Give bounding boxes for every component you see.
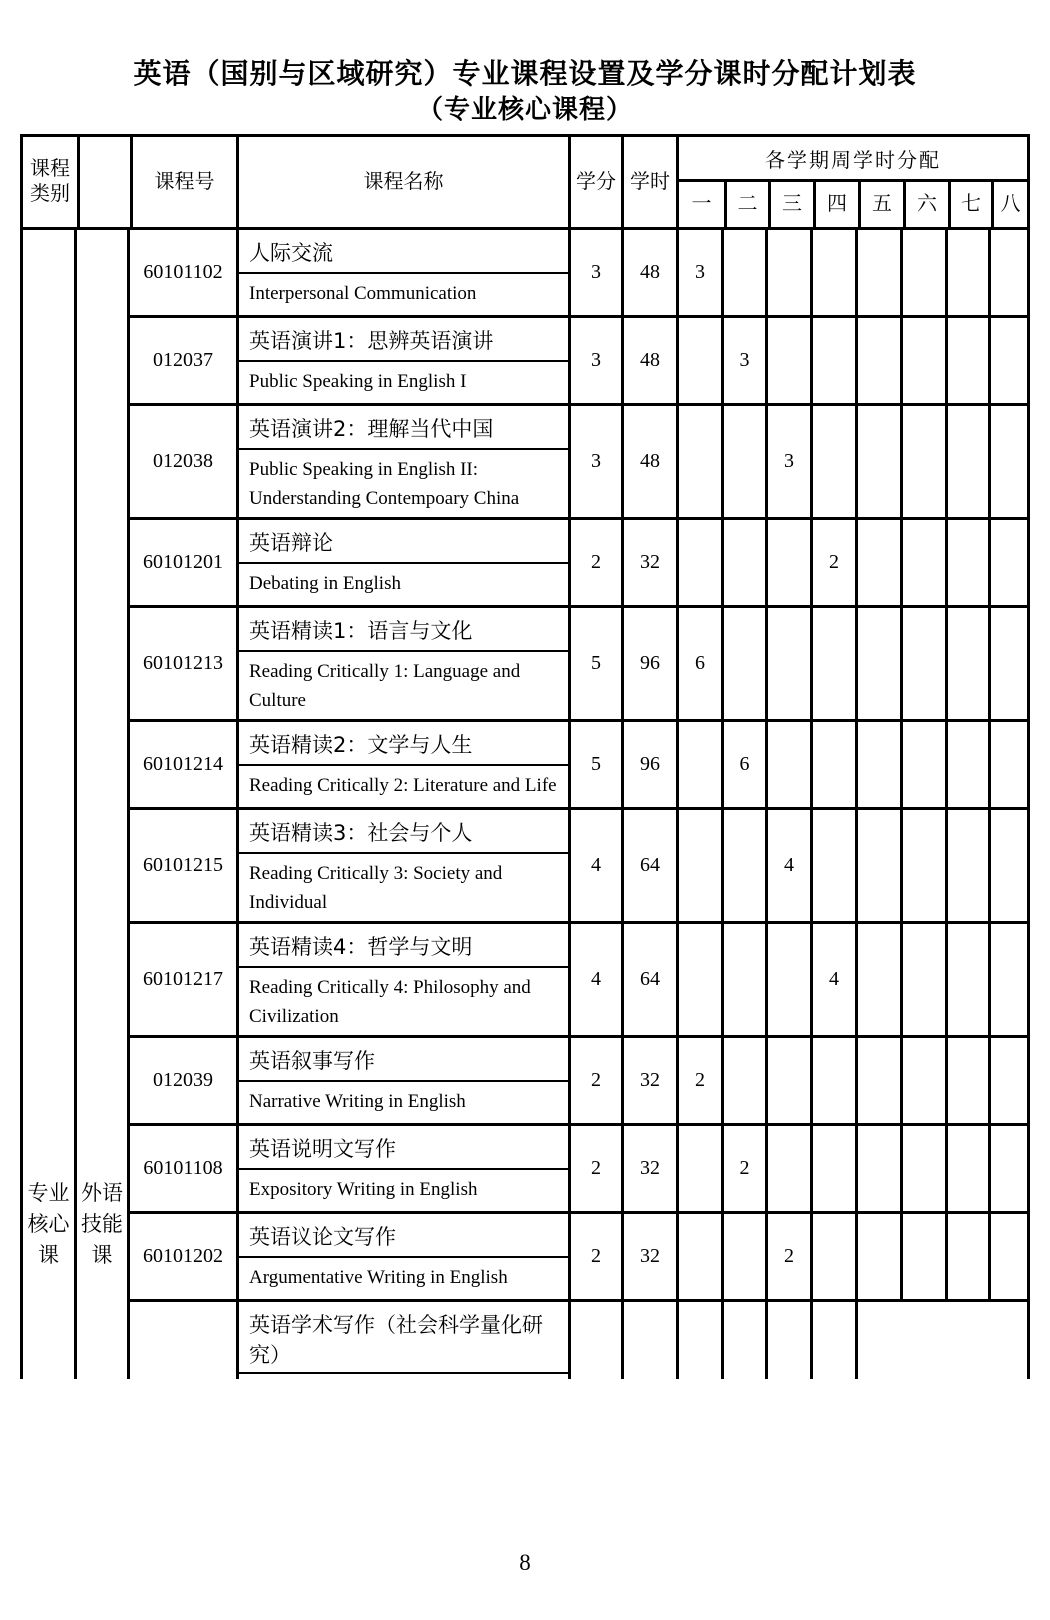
course-number: 60101217 <box>143 968 223 990</box>
course-number: 012038 <box>153 450 213 472</box>
semester-hours-3 <box>765 230 810 315</box>
hours-value <box>621 1302 676 1379</box>
course-name-en: Public Speaking in English II: Understanding Contempoary China <box>249 459 520 509</box>
credits-value: 2 <box>568 1038 621 1123</box>
credits-value: 2 <box>568 1126 621 1211</box>
semester-hours-8 <box>988 722 1027 807</box>
semester-hours-7 <box>945 318 988 403</box>
semester-hours-7 <box>945 1126 988 1211</box>
semester-hours-6 <box>900 520 945 605</box>
semester-hours-8 <box>988 810 1027 921</box>
semester-hours-1 <box>676 520 721 605</box>
semester-hours-8 <box>988 406 1027 517</box>
semester-hours-5 <box>855 230 900 315</box>
course-row <box>130 403 1027 517</box>
course-number: 60101202 <box>143 1245 223 1267</box>
table-body <box>23 230 1027 1379</box>
semester-hours-4 <box>810 810 855 921</box>
course-row <box>130 921 1027 1035</box>
hours-value: 32 <box>621 520 676 605</box>
semester-hours-6 <box>900 810 945 921</box>
header-credits: 学分 <box>568 137 621 227</box>
course-row <box>130 1123 1027 1211</box>
semester-hours-7 <box>945 1038 988 1123</box>
credits-value: 3 <box>568 230 621 315</box>
semester-hours-5 <box>855 1302 900 1379</box>
semester-hours-4 <box>810 1302 855 1379</box>
course-name-zh: 英语说明文写作 <box>239 1126 568 1170</box>
course-number: 60101102 <box>143 261 223 283</box>
semester-hours-6 <box>900 722 945 807</box>
header-semester-2: 二 <box>724 182 768 227</box>
semester-hours-2 <box>721 406 765 517</box>
page-number: 8 <box>519 1550 531 1575</box>
header-semester-4: 四 <box>813 182 858 227</box>
semester-hours-4 <box>810 608 855 719</box>
header-semester-cells <box>679 182 1027 227</box>
header-semester-8: 八 <box>991 182 1027 227</box>
semester-hours-8 <box>988 924 1027 1035</box>
course-row <box>130 1211 1027 1299</box>
hours-value: 96 <box>621 722 676 807</box>
semester-hours-4 <box>810 1214 855 1299</box>
hours-value: 32 <box>621 1214 676 1299</box>
course-name-en: Reading Critically 4: Philosophy and Civilization <box>249 977 531 1027</box>
credits-value <box>568 1302 621 1379</box>
course-name-cell <box>236 406 568 517</box>
category-label-core: 专业核心课 <box>27 1182 70 1267</box>
course-name-cell <box>236 230 568 315</box>
semester-hours-4 <box>810 1126 855 1211</box>
course-row-partial <box>130 1299 1027 1379</box>
semester-hours-4 <box>810 406 855 517</box>
header-semester-3: 三 <box>768 182 813 227</box>
course-name-zh: 英语议论文写作 <box>239 1214 568 1258</box>
course-name-zh: 人际交流 <box>239 230 568 274</box>
course-name-zh: 英语精读3：社会与个人 <box>239 810 568 854</box>
semester-hours-1: 2 <box>676 1038 721 1123</box>
semester-hours-8 <box>988 608 1027 719</box>
course-number: 60101214 <box>143 753 223 775</box>
semester-hours-7 <box>945 520 988 605</box>
semester-hours-1 <box>676 1214 721 1299</box>
semester-hours-2 <box>721 520 765 605</box>
course-number: 60101108 <box>143 1157 223 1179</box>
credits-value: 5 <box>568 608 621 719</box>
course-name-cell <box>236 924 568 1035</box>
semester-hours-3: 4 <box>765 810 810 921</box>
semester-hours-7 <box>945 406 988 517</box>
header-semester-5: 五 <box>858 182 903 227</box>
course-name-cell <box>236 722 568 807</box>
course-row <box>130 230 1027 315</box>
course-rows <box>130 230 1027 1379</box>
semester-hours-6 <box>900 924 945 1035</box>
header-semester-6: 六 <box>903 182 948 227</box>
header-course-no: 课程号 <box>130 137 236 227</box>
semester-hours-1 <box>676 722 721 807</box>
hours-value: 48 <box>621 406 676 517</box>
semester-hours-8 <box>988 1302 1027 1379</box>
credits-value: 2 <box>568 520 621 605</box>
semester-hours-3: 2 <box>765 1214 810 1299</box>
semester-hours-4: 2 <box>810 520 855 605</box>
course-name-cell <box>236 1214 568 1299</box>
category-column-outer <box>23 230 77 1379</box>
semester-hours-1 <box>676 924 721 1035</box>
credits-value: 2 <box>568 1214 621 1299</box>
semester-hours-6 <box>900 318 945 403</box>
course-name-en: Debating in English <box>249 573 401 594</box>
hours-value: 48 <box>621 230 676 315</box>
semester-hours-1 <box>676 1302 721 1379</box>
semester-hours-7 <box>945 1214 988 1299</box>
course-row <box>130 719 1027 807</box>
semester-hours-3 <box>765 608 810 719</box>
curriculum-table <box>20 134 1030 1379</box>
semester-hours-5 <box>855 318 900 403</box>
semester-hours-8 <box>988 318 1027 403</box>
semester-hours-3 <box>765 318 810 403</box>
semester-hours-3: 3 <box>765 406 810 517</box>
semester-hours-1: 3 <box>676 230 721 315</box>
semester-hours-5 <box>855 924 900 1035</box>
semester-hours-4 <box>810 230 855 315</box>
course-name-en: Narrative Writing in English <box>249 1091 466 1112</box>
semester-hours-2 <box>721 608 765 719</box>
course-number: 60101201 <box>143 551 223 573</box>
course-name-en: Reading Critically 3: Society and Individual <box>249 863 503 913</box>
semester-hours-7 <box>945 810 988 921</box>
semester-hours-6 <box>900 608 945 719</box>
semester-hours-2 <box>721 230 765 315</box>
semester-hours-3 <box>765 1302 810 1379</box>
header-hours: 学时 <box>621 137 676 227</box>
hours-value: 96 <box>621 608 676 719</box>
header-semester-1: 一 <box>691 193 712 215</box>
header-semester-group: 各学期周学时分配 <box>679 137 1027 182</box>
semester-hours-5 <box>855 810 900 921</box>
semester-hours-7 <box>945 1302 988 1379</box>
semester-hours-7 <box>945 722 988 807</box>
semester-hours-4 <box>810 318 855 403</box>
semester-hours-6 <box>900 1302 945 1379</box>
semester-hours-2: 3 <box>721 318 765 403</box>
course-name-zh: 英语演讲2：理解当代中国 <box>239 406 568 450</box>
semester-hours-6 <box>900 230 945 315</box>
course-name-en: Reading Critically 1: Language and Culture <box>249 661 521 711</box>
semester-hours-8 <box>988 230 1027 315</box>
semester-hours-3 <box>765 722 810 807</box>
course-name-cell <box>236 810 568 921</box>
semester-hours-6 <box>900 1126 945 1211</box>
credits-value: 3 <box>568 318 621 403</box>
semester-hours-5 <box>855 722 900 807</box>
course-row <box>130 315 1027 403</box>
course-number <box>130 1302 236 1379</box>
course-name-zh: 英语精读1：语言与文化 <box>239 608 568 652</box>
semester-hours-5 <box>855 1038 900 1123</box>
semester-hours-2 <box>721 1214 765 1299</box>
semester-hours-2 <box>721 924 765 1035</box>
semester-hours-8 <box>988 1038 1027 1123</box>
course-name-zh: 英语学术写作（社会科学量化研究） <box>239 1302 568 1374</box>
course-name-zh: 英语演讲1：思辨英语演讲 <box>239 318 568 362</box>
semester-hours-4: 4 <box>810 924 855 1035</box>
course-name-en: Expository Writing in English <box>249 1179 478 1200</box>
course-number: 012037 <box>153 349 213 371</box>
course-name-cell <box>236 520 568 605</box>
course-name-cell <box>236 1126 568 1211</box>
document-subtitle: （专业核心课程） <box>416 94 633 124</box>
category-label-skills: 外语技能课 <box>81 1182 123 1267</box>
semester-hours-3 <box>765 1038 810 1123</box>
semester-hours-8 <box>988 1126 1027 1211</box>
semester-hours-3 <box>765 924 810 1035</box>
course-number: 012039 <box>153 1069 213 1091</box>
semester-hours-4 <box>810 1038 855 1123</box>
semester-hours-5 <box>855 1126 900 1211</box>
semester-hours-1 <box>676 318 721 403</box>
course-name-zh: 英语精读4：哲学与文明 <box>239 924 568 968</box>
header-category: 课程类别 <box>30 158 70 205</box>
category-column-inner <box>77 230 130 1379</box>
hours-value: 48 <box>621 318 676 403</box>
semester-hours-5 <box>855 1214 900 1299</box>
semester-hours-6 <box>900 1214 945 1299</box>
course-name-zh: 英语精读2：文学与人生 <box>239 722 568 766</box>
semester-hours-6 <box>900 1038 945 1123</box>
hours-value: 32 <box>621 1126 676 1211</box>
hours-value: 32 <box>621 1038 676 1123</box>
course-number: 60101213 <box>143 652 223 674</box>
semester-hours-8 <box>988 520 1027 605</box>
header-course-name: 课程名称 <box>236 137 568 227</box>
course-name-cell <box>236 608 568 719</box>
semester-hours-7 <box>945 230 988 315</box>
header-subcategory-empty <box>77 137 130 227</box>
header-semester-block <box>676 137 1027 227</box>
course-row <box>130 517 1027 605</box>
course-name-en: Reading Critically 2: Literature and Life <box>249 775 557 796</box>
semester-hours-1 <box>676 406 721 517</box>
course-name-cell <box>236 318 568 403</box>
semester-hours-2 <box>721 810 765 921</box>
semester-hours-8 <box>988 1214 1027 1299</box>
table-header-row <box>23 137 1027 230</box>
semester-hours-2 <box>721 1038 765 1123</box>
semester-hours-1 <box>676 810 721 921</box>
course-number: 60101215 <box>143 854 223 876</box>
course-name-en: Public Speaking in English I <box>249 371 467 392</box>
semester-hours-7 <box>945 608 988 719</box>
course-name-cell <box>236 1302 568 1379</box>
course-name-cell <box>236 1038 568 1123</box>
semester-hours-5 <box>855 520 900 605</box>
course-name-en: Interpersonal Communication <box>249 283 477 304</box>
semester-hours-5 <box>855 608 900 719</box>
document-title: 英语（国别与区域研究）专业课程设置及学分课时分配计划表 <box>133 58 917 89</box>
hours-value: 64 <box>621 924 676 1035</box>
semester-hours-7 <box>945 924 988 1035</box>
course-name-zh: 英语叙事写作 <box>239 1038 568 1082</box>
credits-value: 4 <box>568 810 621 921</box>
semester-hours-1 <box>676 1126 721 1211</box>
course-row <box>130 605 1027 719</box>
course-row <box>130 807 1027 921</box>
header-semester-7: 七 <box>948 182 991 227</box>
semester-hours-4 <box>810 722 855 807</box>
course-name-zh: 英语辩论 <box>239 520 568 564</box>
course-row <box>130 1035 1027 1123</box>
hours-value: 64 <box>621 810 676 921</box>
semester-hours-3 <box>765 520 810 605</box>
credits-value: 5 <box>568 722 621 807</box>
semester-hours-3 <box>765 1126 810 1211</box>
semester-hours-5 <box>855 406 900 517</box>
semester-hours-6 <box>900 406 945 517</box>
credits-value: 4 <box>568 924 621 1035</box>
semester-hours-2: 2 <box>721 1126 765 1211</box>
credits-value: 3 <box>568 406 621 517</box>
semester-hours-2: 6 <box>721 722 765 807</box>
semester-hours-2 <box>721 1302 765 1379</box>
course-name-en: Argumentative Writing in English <box>249 1267 508 1288</box>
semester-hours-1: 6 <box>676 608 721 719</box>
